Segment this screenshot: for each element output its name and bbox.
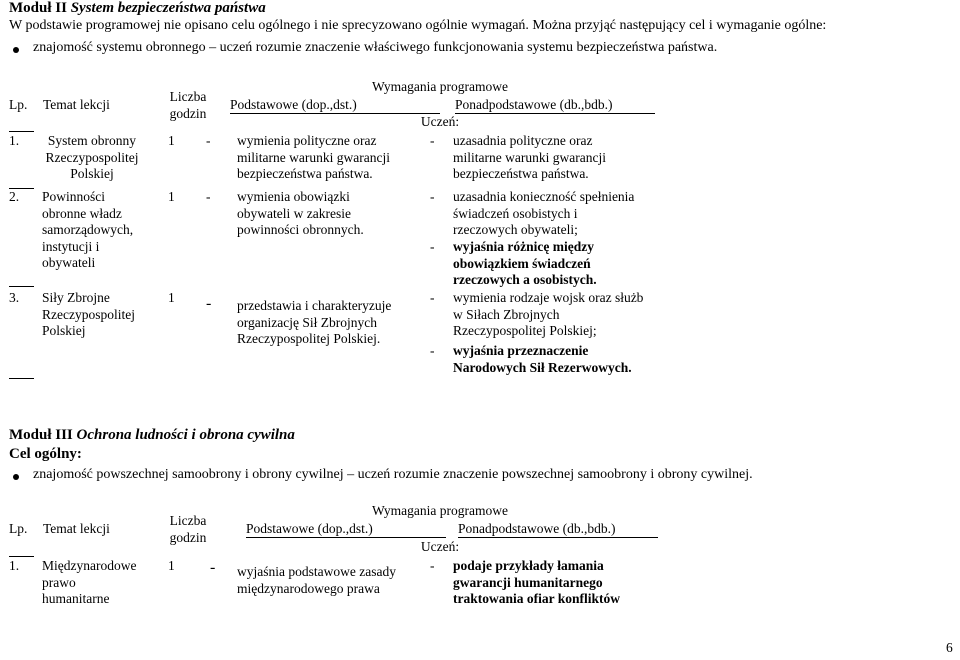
module-3-bullet-text: znajomość powszechnej samoobrony i obrony cywilnej – uczeń rozumie znaczenie powszechnej samoobrony i obrony cywilnej.	[33, 467, 753, 482]
row-1-podst	[237, 564, 396, 597]
module-3-cel: Cel ogólny:	[9, 446, 82, 462]
table-divider	[455, 113, 655, 114]
row-2-podst	[237, 189, 364, 239]
table-divider	[458, 537, 658, 538]
row-1-godziny: 1	[168, 133, 175, 148]
dash-marker: -	[206, 133, 211, 148]
table-divider	[9, 378, 34, 379]
row-3-ponad-line: w Siłach Zbrojnych	[453, 306, 560, 322]
row-1-godziny: 1	[168, 558, 175, 573]
row-3-podst-line: organizację Sił Zbrojnych	[237, 314, 377, 330]
dash-marker: -	[430, 558, 435, 573]
dash-marker: -	[210, 559, 216, 576]
dash-marker: -	[430, 189, 435, 204]
row-2-temat-line: obronne władz	[42, 205, 122, 221]
module-title-italic: System bezpieczeństwa państwa	[70, 0, 266, 16]
row-1-ponad	[453, 133, 606, 183]
row-1-ponad-line: militarne warunki gwarancji	[453, 149, 606, 165]
row-2-temat-line: Powinności	[42, 189, 106, 204]
row-2-podst-line: powinności obronnych.	[237, 222, 364, 237]
row-2-ponad-line: obowiązkiem świadczeń	[453, 255, 591, 271]
row-3-ponad-line: Rzeczypospolitej Polskiej;	[453, 323, 597, 338]
row-3-temat	[42, 290, 135, 340]
header-godzin-line: godzin	[169, 105, 207, 121]
header-liczba	[158, 513, 218, 546]
row-1-temat-line: Międzynarodowe	[42, 558, 137, 573]
row-1-temat-line: Polskiej	[70, 166, 114, 181]
header-podstawowe: Podstawowe (dop.,dst.)	[230, 97, 357, 112]
row-1-ponad-line: traktowania ofiar konfliktów	[453, 591, 621, 606]
row-2-ponad-line: rzeczowych obywateli;	[453, 222, 578, 237]
row-1-podst-line: wyjaśnia podstawowe zasady	[237, 564, 396, 579]
row-2-temat-line: obywateli	[42, 255, 96, 270]
row-3-temat-line: Siły Zbrojne	[42, 290, 110, 305]
row-1-temat-line: prawo	[42, 574, 76, 590]
row-3-lp: 3.	[9, 290, 20, 305]
row-3-podst-line: Rzeczypospolitej Polskiej.	[237, 331, 381, 346]
row-1-ponad-line: bezpieczeństwa państwa.	[453, 166, 589, 181]
dash-marker: -	[430, 343, 435, 358]
header-liczba-line: Liczba	[169, 89, 207, 104]
table-divider	[230, 113, 440, 114]
row-1-podst-line: bezpieczeństwa państwa.	[237, 166, 373, 181]
bullet-icon	[13, 474, 19, 480]
header-lp: Lp.	[9, 97, 28, 112]
row-1-podst	[237, 133, 390, 183]
header-ponadpodstawowe: Ponadpodstawowe (db.,bdb.)	[455, 97, 613, 112]
header-temat: Temat lekcji	[43, 97, 110, 112]
table-divider	[246, 537, 446, 538]
row-1-temat-line: humanitarne	[42, 591, 110, 606]
row-3-ponad-line: wymienia rodzaje wojsk oraz służb	[453, 290, 644, 305]
table-divider	[9, 131, 34, 132]
row-2-podst-line: obywateli w zakresie	[237, 205, 351, 221]
row-1-temat	[42, 558, 136, 608]
module-2-bullet-text: znajomość systemu obronnego – uczeń rozumie znaczenie właściwego funkcjonowania systemu bezpieczeństwa państwa.	[33, 40, 718, 55]
row-1-podst-line: międzynarodowego prawa	[237, 580, 380, 596]
header-uczen: Uczeń:	[420, 114, 460, 129]
row-3-ponad-line: Narodowych Sił Rezerwowych.	[453, 359, 632, 375]
row-3-ponad-b	[453, 343, 632, 376]
row-3-temat-line: Polskiej	[42, 323, 86, 338]
dash-marker: -	[430, 239, 435, 254]
row-1-ponad-line: gwarancji humanitarnego	[453, 574, 603, 590]
dash-marker: -	[430, 133, 435, 148]
row-1-lp: 1.	[9, 133, 20, 148]
dash-marker: -	[206, 189, 211, 204]
row-2-temat-line: instytucji i	[42, 238, 100, 254]
row-1-lp: 1.	[9, 558, 20, 573]
row-2-ponad-line: rzeczowych a osobistych.	[453, 272, 597, 287]
header-lp: Lp.	[9, 521, 28, 536]
row-1-temat	[32, 133, 152, 183]
header-liczba	[158, 89, 218, 122]
row-3-ponad-a	[453, 290, 643, 340]
page-number: 6	[946, 640, 953, 655]
row-1-podst-line: militarne warunki gwarancji	[237, 149, 390, 165]
header-podstawowe: Podstawowe (dop.,dst.)	[246, 521, 373, 536]
module-2-intro: W podstawie programowej nie opisano celu ogólnego i nie sprecyzowano ogólnie wymagań. Można przyjąć następujący cel i wymaganie ogólne:	[9, 18, 827, 33]
header-godzin-line: godzin	[169, 529, 207, 545]
row-1-ponad-line: podaje przykłady łamania	[453, 558, 604, 573]
module-title-prefix: Moduł III	[9, 427, 77, 443]
table-divider	[9, 286, 34, 287]
dash-marker: -	[206, 295, 212, 312]
row-1-temat-line: Rzeczypospolitej	[45, 149, 139, 165]
row-2-ponad-a	[453, 189, 634, 239]
module-title-prefix: Moduł II	[9, 0, 71, 16]
row-2-podst-line: wymienia obowiązki	[237, 189, 350, 204]
row-2-lp: 2.	[9, 189, 20, 204]
row-3-godziny: 1	[168, 290, 175, 305]
dash-marker: -	[430, 290, 435, 305]
row-1-podst-line: wymienia polityczne oraz	[237, 133, 377, 148]
row-3-ponad-line: wyjaśnia przeznaczenie	[453, 343, 589, 358]
row-2-ponad-line: uzasadnia konieczność spełnienia	[453, 189, 635, 204]
header-ponadpodstawowe: Ponadpodstawowe (db.,bdb.)	[458, 521, 616, 536]
row-1-temat-line: System obronny	[47, 133, 137, 148]
row-3-temat-line: Rzeczypospolitej	[42, 306, 135, 322]
row-2-temat-line: samorządowych,	[42, 222, 134, 237]
row-2-ponad-b	[453, 239, 597, 289]
module-2-title	[9, 0, 266, 17]
row-1-ponad-line: uzasadnia polityczne oraz	[453, 133, 593, 148]
header-uczen: Uczeń:	[420, 539, 460, 554]
row-2-temat	[42, 189, 133, 272]
row-1-ponad	[453, 558, 620, 608]
module-title-italic: Ochrona ludności i obrona cywilna	[76, 427, 295, 443]
header-wymagania: Wymagania programowe	[371, 79, 508, 94]
bullet-icon	[13, 47, 19, 53]
row-2-ponad-line: świadczeń osobistych i	[453, 205, 578, 221]
table-divider	[9, 556, 34, 557]
row-3-podst	[237, 298, 391, 348]
header-temat: Temat lekcji	[43, 521, 110, 536]
row-2-ponad-line: wyjaśnia różnicę między	[453, 239, 594, 254]
header-wymagania: Wymagania programowe	[371, 503, 508, 518]
header-liczba-line: Liczba	[169, 513, 207, 528]
module-3-title	[9, 427, 295, 444]
row-2-godziny: 1	[168, 189, 175, 204]
row-3-podst-line: przedstawia i charakteryzuje	[237, 298, 392, 313]
